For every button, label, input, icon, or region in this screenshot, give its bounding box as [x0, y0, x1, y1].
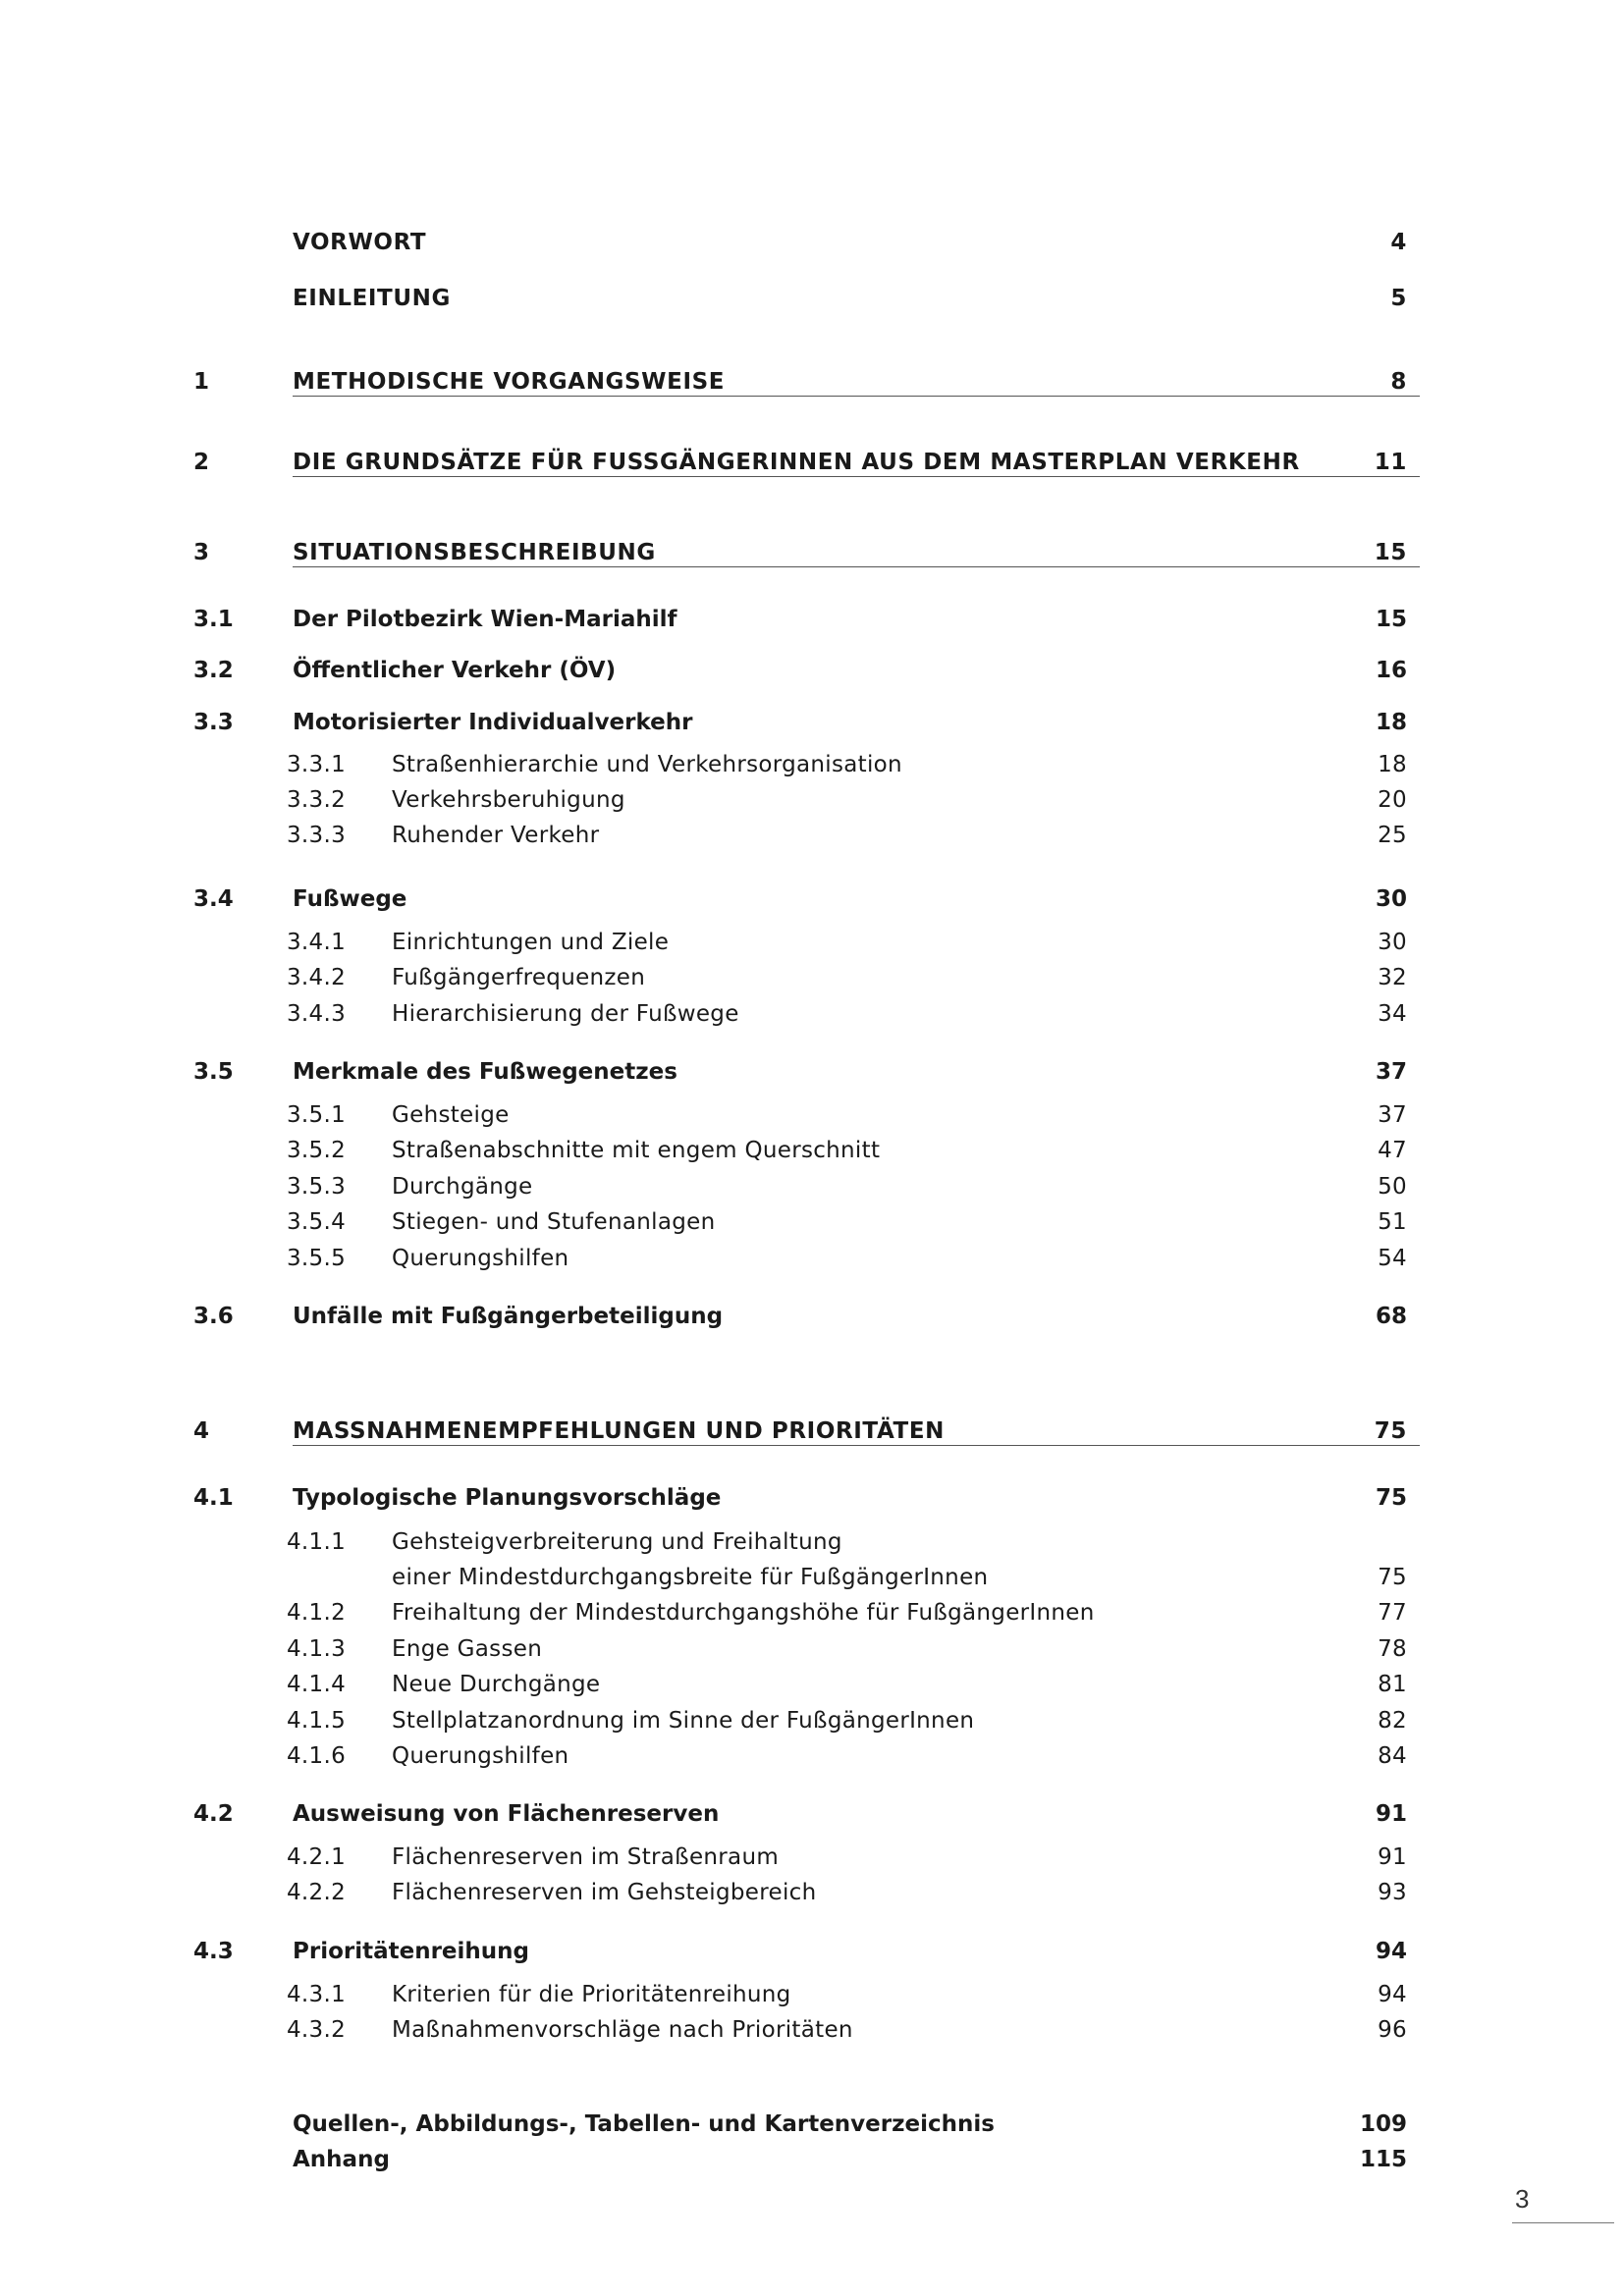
entry-page: 47 — [1378, 1138, 1407, 1163]
entry-number: 3.4.2 — [287, 965, 347, 990]
entry-title: Einrichtungen und Ziele — [392, 930, 670, 955]
entry-title: Ausweisung von Flächenreserven — [293, 1801, 720, 1827]
entry-title: Ruhender Verkehr — [392, 823, 600, 848]
toc-subsection-4-1-1-cont[interactable] — [0, 1560, 1624, 1599]
entry-number: 3.5.1 — [287, 1102, 347, 1128]
entry-title: Stellplatzanordnung im Sinne der FußgängerInnen — [392, 1708, 975, 1734]
entry-number: 4.2 — [193, 1801, 234, 1827]
toc-section-3-6[interactable] — [0, 1299, 1624, 1338]
entry-page: 37 — [1375, 1059, 1407, 1085]
toc-subsection-3-5-2[interactable] — [0, 1133, 1624, 1172]
entry-page: 37 — [1378, 1102, 1407, 1128]
entry-title: Motorisierter Individualverkehr — [293, 710, 693, 735]
entry-page: 82 — [1378, 1708, 1407, 1734]
toc-subsection-4-1-2[interactable] — [0, 1595, 1624, 1634]
entry-title: Kriterien für die Prioritätenreihung — [392, 1982, 791, 2007]
entry-page: 30 — [1375, 886, 1407, 912]
entry-number: 3.5.4 — [287, 1209, 347, 1235]
toc-subsection-3-5-4[interactable] — [0, 1204, 1624, 1244]
toc-subsection-3-5-3[interactable] — [0, 1169, 1624, 1208]
entry-page: 115 — [1359, 2147, 1407, 2172]
entry-number: 4.2.1 — [287, 1844, 347, 1870]
toc-section-3-1[interactable] — [0, 602, 1624, 641]
toc-entry-einleitung[interactable] — [0, 281, 1624, 320]
entry-number: 4.1.3 — [287, 1636, 347, 1662]
toc-subsection-4-1-1[interactable] — [0, 1524, 1624, 1564]
entry-page: 75 — [1374, 1418, 1407, 1444]
toc-subsection-3-4-2[interactable] — [0, 960, 1624, 999]
entry-title: Neue Durchgänge — [392, 1672, 601, 1697]
entry-title: Unfälle mit Fußgängerbeteiligung — [293, 1304, 724, 1329]
toc-section-4-2[interactable] — [0, 1796, 1624, 1836]
entry-page: 18 — [1375, 710, 1407, 735]
chapter-underline — [293, 566, 1420, 567]
entry-title: Stiegen- und Stufenanlagen — [392, 1209, 716, 1235]
entry-number: 3.5.5 — [287, 1246, 347, 1271]
entry-number: 3.1 — [193, 607, 234, 632]
entry-number: 3.4 — [193, 886, 234, 912]
chapter-underline — [293, 476, 1420, 477]
entry-number: 4.3.1 — [287, 1982, 347, 2007]
entry-page: 51 — [1378, 1209, 1407, 1235]
entry-number: 4.1.4 — [287, 1672, 347, 1697]
entry-page: 18 — [1378, 752, 1407, 777]
entry-title: Quellen-, Abbildungs-, Tabellen- und Kartenverzeichnis — [293, 2111, 995, 2137]
entry-title: Querungshilfen — [392, 1246, 569, 1271]
toc-subsection-3-4-1[interactable] — [0, 925, 1624, 964]
page-number-rule — [1512, 2222, 1614, 2223]
entry-number: 2 — [193, 450, 210, 475]
entry-title: Straßenabschnitte mit engem Querschnitt — [392, 1138, 881, 1163]
entry-title: EINLEITUNG — [293, 286, 451, 311]
toc-subsection-4-2-1[interactable] — [0, 1840, 1624, 1879]
entry-number: 4.2.2 — [287, 1880, 347, 1905]
entry-number: 1 — [193, 369, 210, 395]
entry-page: 20 — [1378, 787, 1407, 813]
entry-page: 5 — [1390, 286, 1407, 311]
toc-entry-quellen[interactable] — [0, 2107, 1624, 2146]
toc-chapter-1[interactable] — [0, 364, 1624, 403]
entry-title: Anhang — [293, 2147, 390, 2172]
toc-chapter-4[interactable] — [0, 1414, 1624, 1453]
entry-number: 3.3 — [193, 710, 234, 735]
entry-number: 4.1.1 — [287, 1529, 347, 1555]
toc-subsection-4-3-2[interactable] — [0, 2012, 1624, 2052]
entry-number: 4 — [193, 1418, 210, 1444]
toc-subsection-4-2-2[interactable] — [0, 1875, 1624, 1914]
entry-page: 68 — [1375, 1304, 1407, 1329]
entry-title: Der Pilotbezirk Wien-Mariahilf — [293, 607, 677, 632]
entry-title: SITUATIONSBESCHREIBUNG — [293, 540, 656, 565]
entry-title: Prioritätenreihung — [293, 1939, 530, 1964]
entry-page: 34 — [1378, 1001, 1407, 1027]
entry-title: Flächenreserven im Gehsteigbereich — [392, 1880, 817, 1905]
entry-page: 32 — [1378, 965, 1407, 990]
entry-page: 91 — [1375, 1801, 1407, 1827]
toc-entry-anhang[interactable] — [0, 2142, 1624, 2181]
entry-title: Flächenreserven im Straßenraum — [392, 1844, 780, 1870]
entry-title: Typologische Planungsvorschläge — [293, 1485, 722, 1511]
entry-title: Maßnahmenvorschläge nach Prioritäten — [392, 2017, 853, 2043]
entry-page: 94 — [1375, 1939, 1407, 1964]
toc-subsection-4-1-4[interactable] — [0, 1667, 1624, 1706]
toc-subsection-4-1-5[interactable] — [0, 1703, 1624, 1742]
entry-number: 3.3.2 — [287, 787, 347, 813]
entry-page: 78 — [1378, 1636, 1407, 1662]
toc-section-4-1[interactable] — [0, 1480, 1624, 1520]
entry-number: 3.5.2 — [287, 1138, 347, 1163]
entry-page: 4 — [1390, 230, 1407, 255]
entry-title: DIE GRUNDSÄTZE FÜR FUSSGÄNGERINNEN AUS DEM MASTERPLAN VERKEHR — [293, 450, 1300, 475]
entry-page: 91 — [1378, 1844, 1407, 1870]
entry-page: 75 — [1375, 1485, 1407, 1511]
toc-subsection-3-3-1[interactable] — [0, 747, 1624, 786]
entry-page: 15 — [1375, 607, 1407, 632]
entry-page: 77 — [1378, 1600, 1407, 1626]
toc-subsection-3-3-2[interactable] — [0, 782, 1624, 822]
toc-section-3-2[interactable] — [0, 653, 1624, 692]
entry-number: 3.4.1 — [287, 930, 347, 955]
entry-number: 3.6 — [193, 1304, 234, 1329]
entry-page: 15 — [1374, 540, 1407, 565]
entry-title: Freihaltung der Mindestdurchgangshöhe für FußgängerInnen — [392, 1600, 1095, 1626]
entry-number: 3.3.1 — [287, 752, 347, 777]
entry-title: VORWORT — [293, 230, 427, 255]
entry-page: 93 — [1378, 1880, 1407, 1905]
toc-entry-vorwort[interactable] — [0, 225, 1624, 264]
entry-title-continuation: einer Mindestdurchgangsbreite für FußgängerInnen — [392, 1565, 989, 1590]
entry-title: Fußgängerfrequenzen — [392, 965, 646, 990]
toc-subsection-4-3-1[interactable] — [0, 1977, 1624, 2016]
page-number: 3 — [1515, 2184, 1530, 2214]
toc-subsection-3-4-3[interactable] — [0, 996, 1624, 1036]
entry-page: 96 — [1378, 2017, 1407, 2043]
entry-title: Durchgänge — [392, 1174, 533, 1200]
entry-title: METHODISCHE VORGANGSWEISE — [293, 369, 726, 395]
entry-number: 4.1.5 — [287, 1708, 347, 1734]
entry-page: 109 — [1359, 2111, 1407, 2137]
toc-subsection-3-5-5[interactable] — [0, 1241, 1624, 1280]
entry-number: 3.4.3 — [287, 1001, 347, 1027]
entry-page: 25 — [1378, 823, 1407, 848]
entry-title: Merkmale des Fußwegenetzes — [293, 1059, 677, 1085]
entry-title: MASSNAHMENEMPFEHLUNGEN UND PRIORITÄTEN — [293, 1418, 946, 1444]
entry-number: 4.1.6 — [287, 1743, 347, 1769]
entry-title: Hierarchisierung der Fußwege — [392, 1001, 739, 1027]
toc-chapter-2[interactable] — [0, 445, 1624, 484]
entry-number: 3 — [193, 540, 210, 565]
entry-number: 4.1.2 — [287, 1600, 347, 1626]
entry-page: 16 — [1375, 658, 1407, 683]
entry-number: 3.5 — [193, 1059, 234, 1085]
toc-section-4-3[interactable] — [0, 1934, 1624, 1973]
entry-page: 75 — [1378, 1565, 1407, 1590]
entry-number: 3.3.3 — [287, 823, 347, 848]
entry-title: Gehsteige — [392, 1102, 510, 1128]
entry-number: 4.3 — [193, 1939, 234, 1964]
toc-chapter-3[interactable] — [0, 535, 1624, 574]
toc-section-3-5[interactable] — [0, 1054, 1624, 1094]
entry-title: Öffentlicher Verkehr (ÖV) — [293, 658, 617, 683]
entry-page: 11 — [1374, 450, 1407, 475]
entry-title: Verkehrsberuhigung — [392, 787, 625, 813]
entry-title: Gehsteigverbreiterung und Freihaltung — [392, 1529, 842, 1555]
entry-title: Enge Gassen — [392, 1636, 543, 1662]
entry-title: Querungshilfen — [392, 1743, 569, 1769]
entry-page: 8 — [1390, 369, 1407, 395]
entry-page: 30 — [1378, 930, 1407, 955]
toc-subsection-3-3-3[interactable] — [0, 818, 1624, 857]
entry-number: 3.5.3 — [287, 1174, 347, 1200]
entry-page: 50 — [1378, 1174, 1407, 1200]
toc-section-3-4[interactable] — [0, 881, 1624, 921]
entry-page: 81 — [1378, 1672, 1407, 1697]
entry-page: 84 — [1378, 1743, 1407, 1769]
chapter-underline — [293, 1445, 1420, 1446]
toc-subsection-4-1-3[interactable] — [0, 1631, 1624, 1671]
toc-subsection-3-5-1[interactable] — [0, 1097, 1624, 1137]
toc-subsection-4-1-6[interactable] — [0, 1738, 1624, 1778]
entry-number: 3.2 — [193, 658, 234, 683]
entry-number: 4.1 — [193, 1485, 234, 1511]
toc-section-3-3[interactable] — [0, 705, 1624, 744]
entry-number: 4.3.2 — [287, 2017, 347, 2043]
entry-page: 54 — [1378, 1246, 1407, 1271]
entry-title: Straßenhierarchie und Verkehrsorganisation — [392, 752, 902, 777]
entry-title: Fußwege — [293, 886, 407, 912]
entry-page: 94 — [1378, 1982, 1407, 2007]
chapter-underline — [293, 396, 1420, 397]
